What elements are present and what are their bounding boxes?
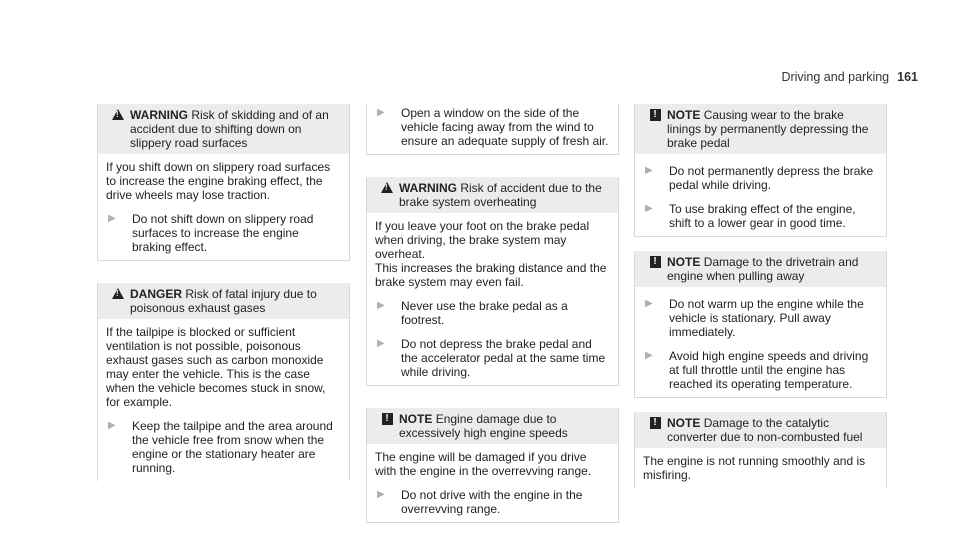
note-title: Causing wear to the brake linings by permanently depressing the brake pedal [667,108,869,150]
warning-body: If you shift down on slippery road surfaces to increase the engine braking effect, the drive wheels may lose traction. [106,160,331,202]
danger-title: Risk of fatal injury due to poisonous exhaust gases [130,287,317,315]
arrow-icon: ▶ [645,350,653,361]
page-number: 161 [897,70,918,84]
bullet-text: Do not shift down on slippery road surfaces to increase the engine braking effect. [132,212,314,254]
warning-icon [112,288,124,299]
warning-keyword: WARNING [130,108,188,122]
note-icon: ! [650,109,661,121]
note-keyword: NOTE [667,255,701,269]
note-body: The engine will be damaged if you drive with the engine in the overrevving range. [375,450,592,478]
list-item [375,337,610,379]
bullet-text: Do not warm up the engine while the vehicle is stationary. Pull away immediately. [669,297,864,339]
list-item [643,349,878,391]
bullet-text: Avoid high engine speeds and driving at full throttle until the engine has reached its operating temperature. [669,349,869,391]
note-body: The engine is not running smoothly and is misfiring. [643,454,866,482]
continued-box [366,104,619,155]
column-2 [366,104,619,523]
warning-icon [381,182,393,193]
danger-keyword: DANGER [130,287,183,301]
note-header [635,412,886,448]
note-title: Damage to the catalytic converter due to non-combusted fuel [667,416,863,444]
column-1 [97,104,350,481]
note-title: Damage to the drivetrain and engine when pulling away [667,255,859,283]
warning-header [367,177,618,213]
bullet-text: Never use the brake pedal as a footrest. [401,299,568,327]
note-title: Engine damage due to excessively high engine speeds [399,412,568,440]
note-keyword: NOTE [667,416,701,430]
list-item [643,164,878,192]
note-keyword: NOTE [399,412,433,426]
warning-keyword: WARNING [399,181,457,195]
note-engine-speed-box [366,408,619,523]
note-icon: ! [382,413,393,425]
warning-icon [112,109,124,120]
note-icon: ! [650,417,661,429]
section-title: Driving and parking [781,70,890,84]
list-item [375,106,610,148]
arrow-icon: ▶ [377,489,385,500]
note-header [635,104,886,154]
arrow-icon: ▶ [645,165,653,176]
column-3 [634,104,887,488]
danger-exhaust-box [97,283,350,481]
list-item [375,299,610,327]
danger-header [98,283,349,319]
arrow-icon: ▶ [377,300,385,311]
list-item [643,297,878,339]
bullet-text: Do not permanently depress the brake pedal while driving. [669,164,874,192]
bullet-text: Keep the tailpipe and the area around the vehicle free from snow when the engine or the stationary heater are running. [132,419,333,475]
arrow-icon: ▶ [645,298,653,309]
note-catalytic-box [634,412,887,488]
list-item [375,488,610,516]
warning-body: If you leave your foot on the brake pedal when driving, the brake system may overheat. [375,219,590,261]
list-item [106,419,341,475]
arrow-icon: ▶ [645,203,653,214]
warning-brake-box [366,177,619,386]
warning-skidding-box [97,104,350,261]
bullet-text: Do not depress the brake pedal and the accelerator pedal at the same time while driving. [401,337,606,379]
note-keyword: NOTE [667,108,701,122]
note-icon: ! [650,256,661,268]
note-drivetrain-box [634,251,887,398]
bullet-text: Open a window on the side of the vehicle facing away from the wind to ensure an adequate supply of fresh air. [401,106,609,148]
list-item [106,212,341,254]
warning-body: This increases the braking distance and the brake system may even fail. [375,261,607,289]
arrow-icon: ▶ [108,213,116,224]
warning-title: Risk of skidding and of an accident due to shifting down on slippery road surfaces [130,108,329,150]
page-header [781,70,918,84]
bullet-text: To use braking effect of the engine, shift to a lower gear in good time. [669,202,856,230]
note-header [367,408,618,444]
list-item [643,202,878,230]
note-header [635,251,886,287]
danger-body: If the tailpipe is blocked or sufficient ventilation is not possible, poisonous exhaust gases such as carbon monoxide may enter the vehicle. This is the case when the vehicle becomes stuck in snow, for example. [106,325,326,409]
note-brake-linings-box [634,104,887,237]
warning-title: Risk of accident due to the brake system overheating [399,181,602,209]
arrow-icon: ▶ [108,420,116,431]
arrow-icon: ▶ [377,338,385,349]
arrow-icon: ▶ [377,107,385,118]
bullet-text: Do not drive with the engine in the overrevving range. [401,488,583,516]
warning-header [98,104,349,154]
